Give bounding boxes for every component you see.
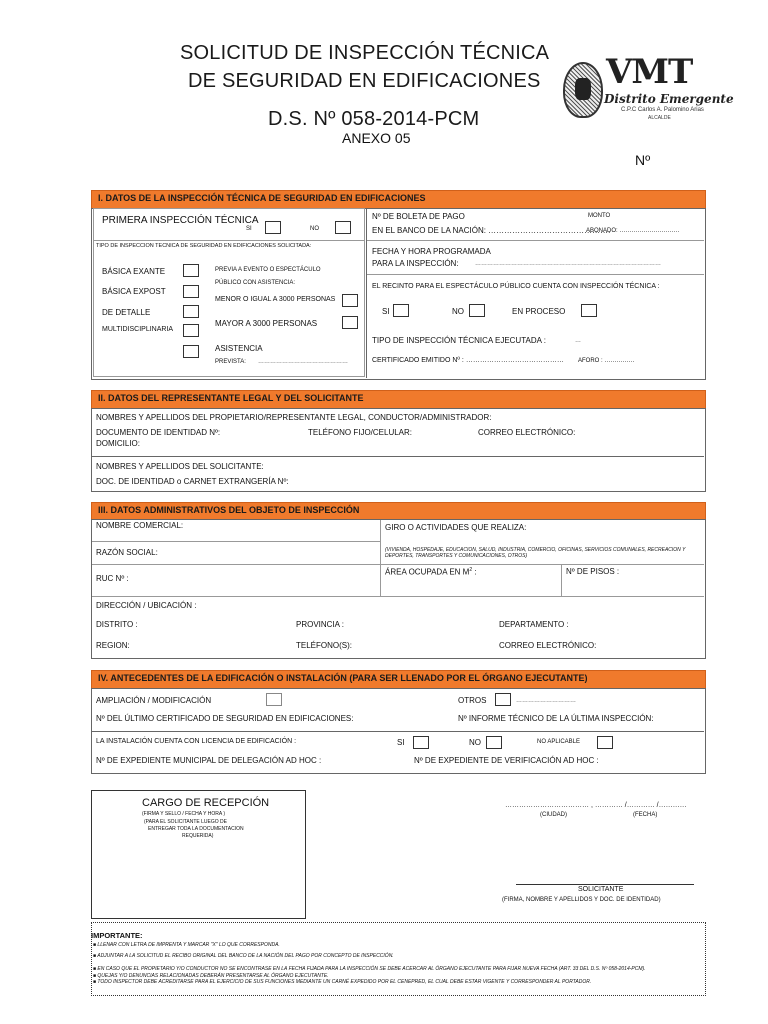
- licencia-label: LA INSTALACIÓN CUENTA CON LICENCIA DE EDIFICACIÓN :: [96, 738, 297, 745]
- boleta-label: Nº DE BOLETA DE PAGO: [372, 212, 465, 221]
- aforo-field[interactable]: AFORO : ……………: [578, 358, 635, 364]
- recinto-no-label: NO: [452, 307, 464, 316]
- no-aplicable-label: NO APLICABLE: [537, 739, 581, 745]
- giro-note: (VIVIENDA, HOSPEDAJE, EDUCACION, SALUD, INDUSTRIA, COMERCIO, OFICINAS, SERVICIOS COMUNALES, RECREACION Y DEPORTES, TRANSPORTES Y COMUNICACIONES, OTROS): [385, 547, 686, 559]
- departamento-field[interactable]: DEPARTAMENTO :: [499, 620, 569, 629]
- razon-social-field[interactable]: RAZÓN SOCIAL:: [96, 548, 158, 557]
- basica-expost-checkbox[interactable]: [183, 285, 199, 298]
- prevista-field[interactable]: ………………………………………: [258, 359, 348, 365]
- section2-heading: II. DATOS DEL REPRESENTANTE LEGAL Y DEL SOLICITANTE: [91, 390, 706, 409]
- doc-identidad-field[interactable]: DOCUMENTO DE IDENTIDAD Nº:: [96, 428, 221, 437]
- decree-number: D.S. Nº 058-2014-PCM: [268, 108, 480, 130]
- ampliacion-label: AMPLIACIÓN / MODIFICACIÓN: [96, 696, 212, 705]
- ciudad-label: (CIUDAD): [540, 812, 567, 818]
- tipo-ejecutada-field[interactable]: …: [575, 338, 581, 344]
- importante-item-5: ■ TODO INSPECTOR DEBE ACREDITARSE PARA EL EJERCICIO DE SUS FUNCIONES MEDIANTE UN CARNÉ EXPEDIDO POR EL CENEPRED, EL CUAL DEBE ESTAR VIGENTE Y CORRESPONDER AL PORTADOR.: [93, 979, 592, 985]
- solicitante-label: SOLICITANTE: [578, 886, 624, 893]
- no-aplicable-checkbox[interactable]: [597, 736, 613, 749]
- menor-3000-checkbox[interactable]: [342, 294, 358, 307]
- banco-field[interactable]: EN EL BANCO DE LA NACIÓN: ……………………………………….: [372, 226, 611, 235]
- importante-item-1: ■ LLENAR CON LETRA DE IMPRENTA Y MARCAR "X" LO QUE CORRESPONDA.: [93, 942, 280, 948]
- licencia-no-checkbox[interactable]: [486, 736, 502, 749]
- recepcion-note3: ENTREGAR TODA LA DOCUMENTACION: [148, 826, 244, 832]
- domicilio-field[interactable]: DOMICILIO:: [96, 439, 141, 448]
- para-inspeccion-field[interactable]: …………………………………………………………………………………: [475, 261, 661, 267]
- primera-no-checkbox[interactable]: [335, 221, 351, 234]
- asistencia-label: ASISTENCIA: [215, 344, 263, 353]
- section1-heading: I. DATOS DE LA INSPECCIÓN TÉCNICA DE SEGURIDAD EN EDIFICACIONES: [91, 190, 706, 209]
- en-proceso-label: EN PROCESO: [512, 307, 566, 316]
- correo-field[interactable]: CORREO ELECTRÓNICO:: [478, 428, 576, 437]
- importante-item-3: ■ EN CASO QUE EL PROPIETARIO Y/O CONDUCTOR NO SE ENCONTRASE EN LA FECHA FIJADA PARA LA INSPECCIÓN SE DEBE ACERCAR AL ÓRGANO EJECUTANTE PARA FIJAR NUEVA FECHA (ART. 33 DEL D.S. Nº 058-2014-PCM).: [93, 966, 646, 972]
- nombres-solicitante-field[interactable]: NOMBRES Y APELLIDOS DEL SOLICITANTE:: [96, 462, 264, 471]
- licencia-no-label: NO: [469, 738, 481, 747]
- correo-obj-field[interactable]: CORREO ELECTRÓNICO:: [499, 641, 597, 650]
- de-detalle-label: DE DETALLE: [102, 308, 151, 317]
- importante-item-2: ■ ADJUNTAR A LA SOLICITUD EL RECIBO ORIGINAL DEL BANCO DE LA NACIÓN DEL PAGO POR CONCEPTO DE INSPECCIÓN.: [93, 953, 394, 959]
- firma-line[interactable]: [516, 884, 694, 885]
- primera-si-label: SI: [246, 226, 252, 232]
- annex-label: ANEXO 05: [342, 130, 411, 146]
- logo-alcalde-name: C.P.C Carlos A. Palomino Arias: [621, 107, 704, 113]
- prevista-label: PREVISTA:: [215, 359, 246, 365]
- section3-heading: III. DATOS ADMINISTRATIVOS DEL OBJETO DE INSPECCIÓN: [91, 502, 706, 521]
- telefono-field[interactable]: TELÉFONO FIJO/CELULAR:: [308, 428, 413, 437]
- municipal-seal-icon: [563, 62, 603, 118]
- ruc-field[interactable]: RUC Nº :: [96, 574, 129, 583]
- menor-3000-label: MENOR O IGUAL A 3000 PERSONAS: [215, 296, 336, 303]
- cargo-recepcion-title: CARGO DE RECEPCIÓN: [142, 797, 270, 809]
- basica-expost-label: BÁSICA EXPOST: [102, 287, 166, 296]
- fecha-label: (FECHA): [633, 812, 658, 818]
- telefonos-field[interactable]: TELÉFONO(S):: [296, 641, 353, 650]
- expediente-verificacion-field[interactable]: Nº DE EXPEDIENTE DE VERIFICACIÓN AD HOC :: [414, 756, 599, 765]
- solicitante-note: (FIRMA, NOMBRE Y APELLIDOS Y DOC. DE IDENTIDAD): [502, 897, 661, 903]
- previa-evento-label: PREVIA A EVENTO O ESPECTÁCULO: [215, 267, 321, 273]
- publico-asistencia-label: PÚBLICO CON ASISTENCIA:: [215, 280, 296, 286]
- monto-label: MONTO: [588, 213, 611, 219]
- otros-label: OTROS: [458, 696, 487, 705]
- section4-heading: IV. ANTECEDENTES DE LA EDIFICACIÓN O INSTALACIÓN (PARA SER LLENADO POR EL ÓRGANO EJECUTANTE): [91, 670, 706, 689]
- certificado-field[interactable]: CERTIFICADO EMITIDO Nº : ……………………………………: [372, 357, 564, 364]
- pisos-field[interactable]: Nº DE PISOS :: [566, 567, 620, 576]
- licencia-si-label: SI: [397, 738, 405, 747]
- informe-tecnico-field[interactable]: Nº INFORME TÉCNICO DE LA ÚLTIMA INSPECCIÓN:: [458, 714, 654, 723]
- de-detalle-checkbox[interactable]: [183, 305, 199, 318]
- distrito-field[interactable]: DISTRITO :: [96, 620, 138, 629]
- recepcion-note2: (PARA EL SOLICITANTE LUEGO DE: [144, 819, 227, 825]
- ciudad-fecha-field[interactable]: ……………………………… , ………… /………… /…………: [505, 802, 687, 809]
- multidisciplinaria-checkbox[interactable]: [183, 324, 199, 337]
- recinto-si-label: SI: [382, 307, 390, 316]
- mayor-3000-checkbox[interactable]: [342, 316, 358, 329]
- cargo-recepcion-box: [91, 790, 306, 919]
- otros-checkbox[interactable]: [495, 693, 511, 706]
- number-label: Nº: [635, 152, 651, 168]
- basica-exante-checkbox[interactable]: [183, 264, 199, 277]
- licencia-si-checkbox[interactable]: [413, 736, 429, 749]
- abonado-field[interactable]: ABONADO: …………………………: [586, 228, 680, 234]
- expediente-municipal-field[interactable]: Nº DE EXPEDIENTE MUNICIPAL DE DELEGACIÓN AD HOC :: [96, 756, 322, 765]
- ampliacion-checkbox[interactable]: [266, 693, 282, 706]
- multidisciplinaria-label: MULTIDISCIPLINARIA: [102, 326, 174, 333]
- logo-alcalde: ALCALDE: [648, 115, 671, 121]
- title-line1: SOLICITUD DE INSPECCIÓN TÉCNICA: [180, 42, 550, 64]
- logo-vmt: VMT: [606, 52, 693, 92]
- direccion-field[interactable]: DIRECCIÓN / UBICACIÓN :: [96, 601, 197, 610]
- para-inspeccion-label: PARA LA INSPECCIÓN:: [372, 259, 459, 268]
- recepcion-note1: (FIRMA Y SELLO / FECHA Y HORA ): [142, 811, 225, 817]
- recinto-si-checkbox[interactable]: [393, 304, 409, 317]
- recinto-label: EL RECINTO PARA EL ESPECTÁCULO PÚBLICO CUENTA CON INSPECCIÓN TÉCNICA :: [372, 283, 660, 290]
- mayor-3000-label: MAYOR A 3000 PERSONAS: [215, 319, 318, 328]
- asistencia-checkbox[interactable]: [183, 345, 199, 358]
- nombres-propietario-field[interactable]: NOMBRES Y APELLIDOS DEL PROPIETARIO/REPRESENTANTE LEGAL, CONDUCTOR/ADMINISTRADOR:: [96, 413, 492, 422]
- otros-field[interactable]: …………………………: [516, 698, 576, 704]
- section3-box: [91, 519, 706, 659]
- primera-no-label: NO: [310, 226, 319, 232]
- provincia-field[interactable]: PROVINCIA :: [296, 620, 345, 629]
- primera-si-checkbox[interactable]: [265, 221, 281, 234]
- fecha-hora-label: FECHA Y HORA PROGRAMADA: [372, 247, 491, 256]
- importante-item-4: ■ QUEJAS Y/O DENUNCIAS RELACIONADAS DEBERÁN PRESENTARSE AL ÓRGANO EJECUTANTE.: [93, 973, 329, 979]
- recepcion-note4: REQUERIDA): [182, 833, 214, 839]
- area-field[interactable]: ÁREA OCUPADA EN $M^2$ :: [385, 567, 477, 577]
- region-field[interactable]: REGION:: [96, 641, 130, 650]
- importante-title: IMPORTANTE:: [91, 931, 143, 940]
- en-proceso-checkbox[interactable]: [581, 304, 597, 317]
- basica-exante-label: BÁSICA EXANTE: [102, 267, 166, 276]
- tipo-solicitada-label: TIPO DE INSPECCION TECNICA DE SEGURIDAD EN EDIFICACIONES SOLICITADA:: [96, 243, 312, 249]
- ultimo-certificado-field[interactable]: Nº DEL ÚLTIMO CERTIFICADO DE SEGURIDAD EN EDIFICACIONES:: [96, 714, 354, 723]
- title-line2: DE SEGURIDAD EN EDIFICACIONES: [188, 70, 541, 92]
- recinto-no-checkbox[interactable]: [469, 304, 485, 317]
- logo-distrito: Distrito Emergente: [604, 92, 734, 106]
- doc-solicitante-field[interactable]: DOC. DE IDENTIDAD o CARNET EXTRANGERÍA Nº:: [96, 477, 289, 486]
- nombre-comercial-field[interactable]: NOMBRE COMERCIAL:: [96, 521, 184, 530]
- tipo-ejecutada-label: TIPO DE INSPECCIÓN TÉCNICA EJECUTADA :: [372, 336, 546, 345]
- giro-field[interactable]: GIRO O ACTIVIDADES QUE REALIZA:: [385, 523, 527, 532]
- primera-inspeccion-label: PRIMERA INSPECCIÓN TÉCNICA: [102, 215, 259, 226]
